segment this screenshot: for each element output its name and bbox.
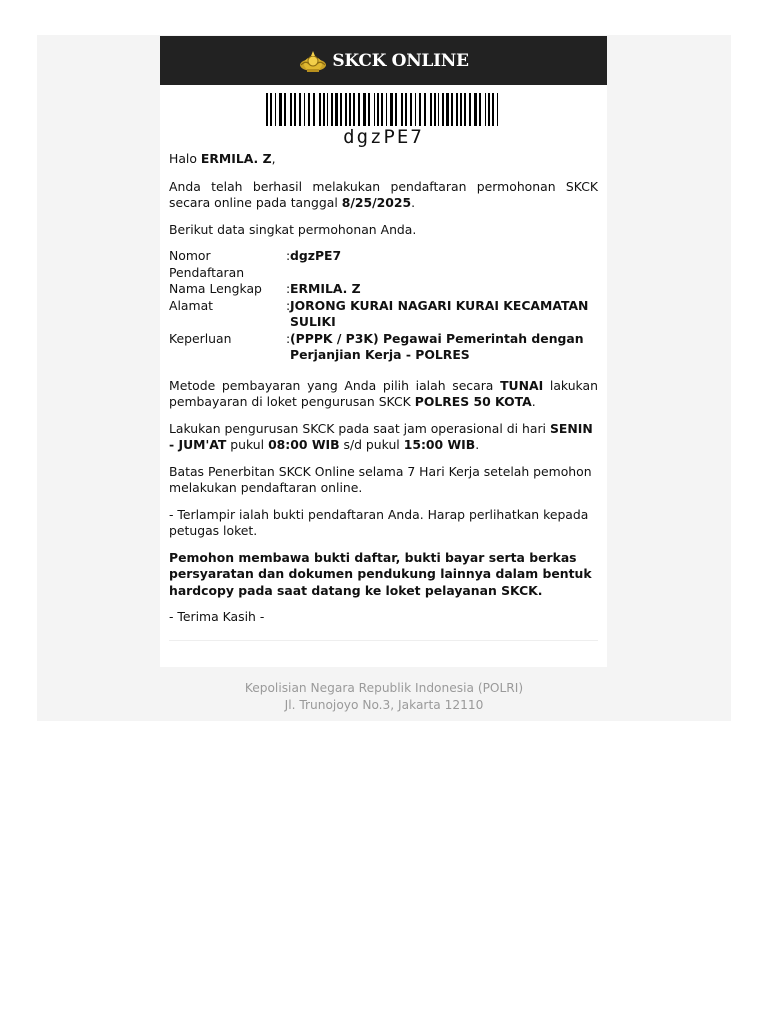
greeting: Halo ERMILA. Z, [169, 151, 276, 166]
detail-value: dgzPE7 [290, 248, 342, 263]
brand-name: SKCK ONLINE [332, 50, 469, 71]
detail-label: Keperluan [169, 330, 232, 346]
email-card [160, 36, 607, 667]
intro-paragraph: Anda telah berhasil melakukan pendaftaran permohonan SKCK secara online pada tanggal 8/25/2025. [169, 178, 598, 210]
operating-days: SENIN - JUM'AT [169, 420, 593, 452]
email-body [160, 151, 607, 626]
schedule-paragraph: Lakukan pengurusan SKCK pada saat jam operasional di hari SENIN - JUM'AT pukul 08:00 WIB s/d pukul 15:00 WIB. [169, 420, 593, 452]
barcode-code: dgzPE7 [343, 126, 424, 148]
registration-date: 8/25/2025 [341, 195, 412, 210]
brand-logo [298, 48, 468, 74]
detail-label: Nama Lengkap [169, 281, 262, 296]
email-background [37, 35, 731, 721]
detail-value: ERMILA. Z [290, 281, 361, 296]
barcode-block [160, 85, 607, 148]
payment-method: TUNAI [500, 377, 544, 393]
divider [169, 640, 598, 641]
footer-address: Jl. Trunojoyo No.3, Jakarta 12110 [284, 697, 484, 712]
email-header [160, 36, 607, 85]
registration-details: Nomor Pendaftaran : dgzPE7 Nama Lengkap : ERMILA. Z Alamat : JORONG KURAI NAGARI KURAI KECAMATAN SULIKI Keperluan : (PPPK / P3K) Pegawai Pemerintah dengan Perjanjian Kerja - POLRES [169, 248, 598, 364]
polri-emblem-icon [298, 48, 328, 74]
applicant-name: ERMILA. Z [200, 151, 272, 166]
summary-intro: Berikut data singkat permohonan Anda. [169, 221, 417, 237]
detail-value: JORONG KURAI NAGARI KURAI KECAMATAN SULIKI [290, 297, 589, 329]
deadline-paragraph: Batas Penerbitan SKCK Online selama 7 Hari Kerja setelah pemohon melakukan pendaftaran online. [169, 463, 592, 495]
detail-value: (PPPK / P3K) Pegawai Pemerintah dengan Perjanjian Kerja - POLRES [290, 330, 584, 362]
bring-notice: Pemohon membawa bukti daftar, bukti bayar serta berkas persyaratan dan dokumen pendukung lainnya dalam bentuk hardcopy pada saat datang ke loket pelayanan SKCK. [169, 549, 592, 598]
detail-label: Alamat [169, 297, 214, 313]
thanks-text: - Terima Kasih - [169, 609, 265, 624]
detail-label: Nomor Pendaftaran [169, 248, 245, 280]
end-time: 15:00 WIB [403, 437, 476, 452]
attachment-paragraph: - Terlampir ialah bukti pendaftaran Anda. Harap perlihatkan kepada petugas loket. [169, 506, 589, 538]
email-footer [37, 680, 731, 713]
footer-org: Kepolisian Negara Republik Indonesia (POLRI) [244, 681, 524, 695]
barcode-image [266, 93, 502, 126]
start-time: 08:00 WIB [268, 437, 340, 452]
payment-paragraph: Metode pembayaran yang Anda pilih ialah secara TUNAI lakukan pembayaran di loket pengurusan SKCK POLRES 50 KOTA. [169, 377, 598, 409]
payment-office: POLRES 50 KOTA [414, 394, 532, 409]
